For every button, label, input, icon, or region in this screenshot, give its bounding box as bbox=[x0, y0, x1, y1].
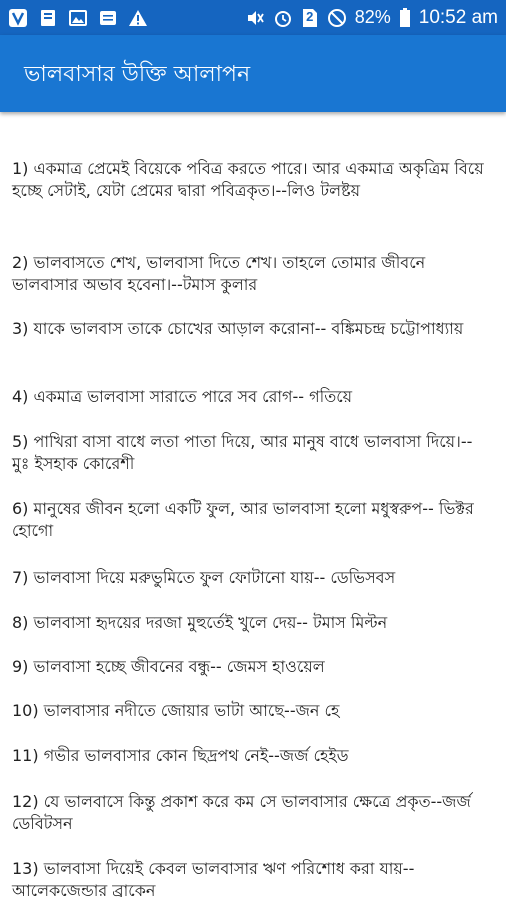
quote-item: 9) ভালবাসা হচ্ছে জীবনের বন্ধু-- জেমস হাওয়েল bbox=[12, 657, 325, 676]
quote-item: 12) যে ভালবাসে কিন্তু প্রকাশ করে কম সে ভালবাসার ক্ষেত্রে প্রকৃত--জর্জ ডেবিটসন bbox=[12, 792, 471, 833]
quote-item: 3) যাকে ভালবাস তাকে চোখের আড়াল করোনা-- বঙ্কিমচন্দ্র চট্টোপাধ্যায় bbox=[12, 319, 464, 338]
quote-item: 13) ভালবাসা দিয়েই কেবল ভালবাসার ঋণ পরিশোধ করা যায়--আলেকজেন্ডার ব্রাকেন bbox=[12, 859, 415, 900]
quote-item: 11) গভীর ভালবাসার কোন ছিদ্রপথ নেই--জর্জ হেইড bbox=[12, 746, 349, 765]
quote-item: 6) মানুষের জীবন হলো একটি ফুল, আর ভালবাসা হলো মধুস্বরুপ-- ভিক্টর হোগো bbox=[12, 499, 474, 540]
message-icon bbox=[98, 8, 118, 28]
system-icons bbox=[245, 7, 498, 29]
quote-item: 8) ভালবাসা হৃদয়ের দরজা মুহুর্তেই খুলে দেয়-- টমাস মিল্টন bbox=[12, 613, 388, 632]
app-bar bbox=[0, 35, 506, 112]
image-icon bbox=[68, 8, 88, 28]
battery-percent: 82% bbox=[354, 7, 391, 27]
app-title: ভালবাসার উক্তি আলাপন bbox=[24, 62, 251, 87]
mute-icon bbox=[245, 8, 265, 28]
warning-icon bbox=[128, 8, 148, 28]
quote-item: 1) একমাত্র প্রেমেই বিয়েকে পবিত্র করতে পারে। আর একমাত্র অকৃত্রিম বিয়ে হচ্ছে সেটাই, যেটা প্রেমের দ্বারা পবিত্রকৃত।--লিও টলষ্টয় bbox=[12, 159, 484, 200]
sim-badge: 2 bbox=[306, 8, 314, 24]
status-bar bbox=[0, 0, 506, 35]
sim-icon bbox=[301, 8, 319, 28]
notification-icons bbox=[8, 8, 148, 28]
v-app-icon bbox=[8, 8, 28, 28]
alarm-icon bbox=[273, 8, 293, 28]
clock: 10:52 am bbox=[418, 6, 498, 28]
do-not-disturb-icon bbox=[327, 8, 347, 28]
quote-item: 10) ভালবাসার নদীতে জোয়ার ভাটা আছে--জন হে bbox=[12, 701, 340, 720]
quote-item: 7) ভালবাসা দিয়ে মরুভুমিতে ফুল ফোটানো যায়-- ডেভিসবস bbox=[12, 568, 396, 587]
battery-icon bbox=[399, 8, 411, 28]
quote-item: 2) ভালবাসতে শেখ, ভালবাসা দিতে শেখ। তাহলে তোমার জীবনে ভালবাসার অভাব হবেনা।--টমাস কুলার bbox=[12, 253, 426, 294]
quotes-list[interactable] bbox=[0, 112, 506, 900]
book-icon bbox=[38, 8, 58, 28]
quote-item: 5) পাখিরা বাসা বাধে লতা পাতা দিয়ে, আর মানুষ বাধে ভালবাসা দিয়ে।-- মুঃ ইসহাক কোরেশী bbox=[12, 432, 473, 473]
quote-item: 4) একমাত্র ভালবাসা সারাতে পারে সব রোগ-- গতিয়ে bbox=[12, 387, 353, 406]
